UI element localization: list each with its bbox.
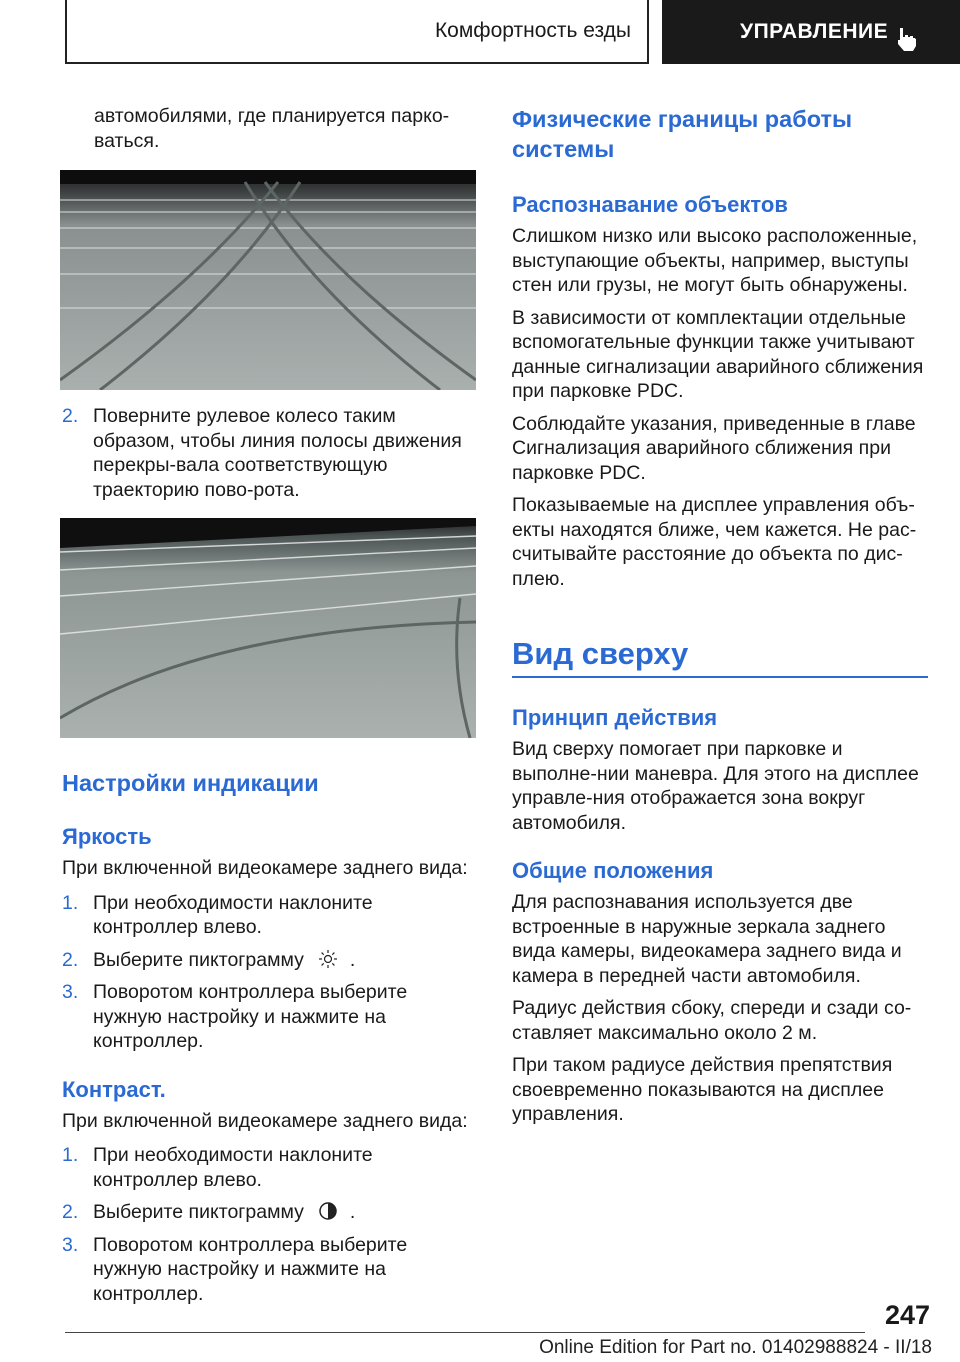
brightness-lead: При включенной видеокамере заднего вида: bbox=[62, 857, 468, 879]
brightness-steps bbox=[62, 891, 476, 1054]
contrast-lead: При включенной видеокамере заднего вида: bbox=[62, 1109, 468, 1132]
pointing-hand-icon bbox=[895, 26, 919, 52]
list-item bbox=[62, 1233, 476, 1307]
display-settings-section bbox=[62, 768, 476, 1306]
list-item bbox=[62, 980, 476, 1054]
topview-content bbox=[512, 704, 928, 1127]
intro-text: автомобилями, где планируется парко- ваться. bbox=[94, 105, 450, 152]
list-item bbox=[62, 1200, 476, 1225]
paragraph: В зависимости от комплектации отдельные вспомогательные функции также учитывают данные сигнализации аварийного сближения при парковке PDC. bbox=[512, 306, 924, 402]
principle-heading: Принцип действия bbox=[512, 705, 718, 730]
step-number: 2. bbox=[62, 1201, 79, 1223]
step-text bbox=[93, 1200, 476, 1225]
paragraph: При таком радиусе действия препятствия своевременно показываются на дисплее управления. bbox=[512, 1054, 893, 1125]
step-text: Поворотом контроллера выберите нужную настройку и нажмите на контроллер. bbox=[93, 981, 408, 1052]
step-text-before: Выберите пиктограмму bbox=[93, 1201, 304, 1223]
list-item bbox=[62, 891, 476, 940]
footer-rule bbox=[65, 1332, 865, 1333]
page-number: 247 bbox=[884, 1300, 930, 1330]
step-list-steering bbox=[62, 404, 476, 502]
step-text: Поверните рулевое колесо таким образом, чтобы линия полосы движения перекры-вала соответствующую траекторию пово-рота. bbox=[93, 405, 462, 501]
topview-section bbox=[512, 635, 928, 673]
list-item bbox=[62, 404, 476, 502]
contrast-steps bbox=[62, 1143, 476, 1306]
step-text: Поворотом контроллера выберите нужную настройку и нажмите на контроллер. bbox=[93, 1233, 408, 1305]
sun-icon bbox=[318, 949, 338, 969]
limits-section bbox=[512, 104, 928, 591]
section-heading: Настройки индикации bbox=[62, 770, 319, 796]
intro-continuation bbox=[94, 104, 474, 153]
heading-rule bbox=[512, 676, 928, 678]
step-text-after: . bbox=[349, 948, 356, 971]
camera-image-lane-lines bbox=[60, 170, 476, 390]
paragraph: Радиус действия сбоку, спереди и сзади со-ставляет максимально около 2 м. bbox=[512, 997, 912, 1044]
running-header-section bbox=[65, 0, 649, 64]
edition-footer: Online Edition for Part no. 01402988824 - II/18 bbox=[539, 1337, 932, 1358]
paragraph: Для распознавания используется две встроенные в наружные зеркала заднего вида камеры, видеокамера заднего вида и камера в передней части автомобиля. bbox=[512, 891, 902, 987]
chapter-heading: Вид сверху bbox=[512, 636, 689, 671]
list-item bbox=[62, 948, 476, 973]
paragraph: Соблюдайте указания, приведенные в главе Сигнализация аварийного сближения при парковке PDC. bbox=[512, 412, 916, 484]
step-number: 2. bbox=[62, 405, 79, 427]
list-item bbox=[62, 1143, 476, 1192]
step-text: При необходимости наклоните контроллер влево. bbox=[93, 1144, 373, 1191]
section-heading: Физические границы работы системы bbox=[512, 106, 853, 162]
contrast-icon bbox=[318, 1201, 338, 1221]
paragraph: Слишком низко или высоко расположенные, выступающие объекты, например, выступы стен или грузы, не могут быть обнаружены. bbox=[512, 225, 918, 296]
brightness-heading: Яркость bbox=[62, 824, 152, 849]
paragraph: Вид сверху помогает при парковке и выполне-нии маневра. Для этого на дисплее управле-ния отображается зона вокруг автомобиля. bbox=[512, 738, 919, 834]
step-text-after: . bbox=[349, 1201, 356, 1223]
general-heading: Общие положения bbox=[512, 858, 714, 883]
section-title: Комфортность езды bbox=[434, 19, 631, 42]
detection-heading: Распознавание объектов bbox=[512, 192, 788, 217]
step-text-before: Выберите пиктограмму bbox=[93, 948, 304, 971]
contrast-heading: Контраст. bbox=[62, 1076, 166, 1102]
step-number: 3. bbox=[62, 981, 79, 1003]
step-number: 1. bbox=[62, 891, 79, 914]
step-number: 1. bbox=[62, 1144, 79, 1166]
step-text bbox=[93, 948, 476, 973]
step-text: При необходимости наклоните контроллер влево. bbox=[93, 891, 373, 938]
camera-image-turning-path bbox=[60, 518, 476, 738]
chapter-title: УПРАВЛЕНИЕ bbox=[740, 20, 889, 43]
step-number: 3. bbox=[62, 1233, 79, 1256]
paragraph: Показываемые на дисплее управления объ-екты находятся ближе, чем кажется. Не рас-считывайте расстояние до объекта по дис-плею. bbox=[512, 494, 917, 590]
step-number: 2. bbox=[62, 948, 79, 971]
